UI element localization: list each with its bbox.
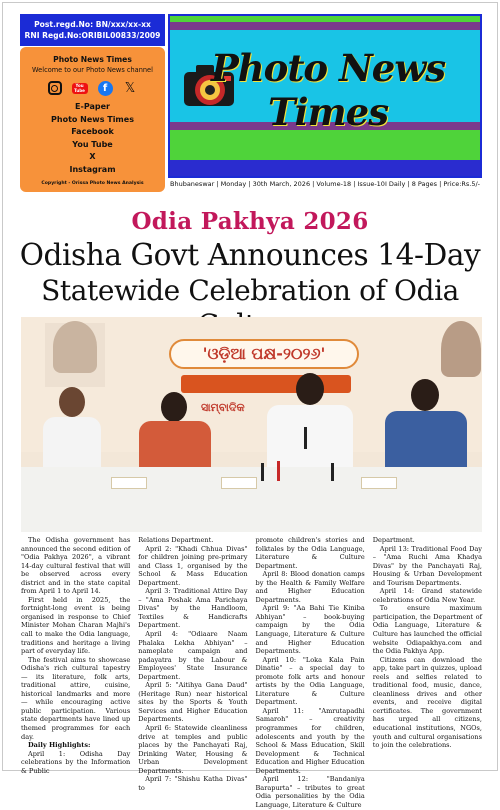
paragraph: First held in 2025, the fortnight-long event is being organised in response to Chief Minister Mohan Charan Majhi's call to make the Odia language, traditions and heritage a living part of everyday life.: [21, 595, 131, 656]
nameplate: [111, 477, 147, 489]
article-column-3: [255, 536, 365, 809]
paragraph: April 5: "Aitihya Gana Daud" (Heritage Run) near historical sites by the Sports & Youth Services and Higher Education Departments.: [138, 681, 248, 724]
social-icons: [20, 80, 165, 96]
masthead-title: Photo News Times: [210, 46, 446, 134]
link-photo-news-times[interactable]: Photo News Times: [51, 114, 134, 124]
link-x[interactable]: X: [89, 152, 96, 162]
paragraph: The Odisha government has announced the second edition of "Odia Pakhya 2026", a vibrant 14-day cultural festival that will be observed across every district and in the state capital from April 1 to April 14.: [21, 536, 131, 596]
event-sign-subtitle: ସାମ୍ବାଦିକ: [201, 401, 245, 414]
paragraph: April 12: "Bandaniya Barapurta" – tributes to great Odia personalities by the Odia Language, Literature & Culture: [255, 775, 365, 809]
paragraph: April 2: "Khadi Chhua Divas" for children joining pre-primary and Class 1, organised by the School & Mass Education Department.: [138, 544, 248, 587]
paragraph: April 6: Statewide cleanliness drive at temples and public places by the Panchayati Raj, Drinking Water, Housing & Urban Development Departments.: [138, 724, 248, 775]
nameplate: [361, 477, 397, 489]
paragraph: To ensure maximum participation, the Department of Odia Language, Literature & Culture has launched the official website Odiapakhya.com and the Odia Pakhya App.: [372, 604, 482, 656]
link-youtube[interactable]: You Tube: [72, 139, 113, 149]
kicker: Odia Pakhya 2026: [131, 208, 369, 235]
microphone: [261, 463, 264, 481]
social-box: [20, 47, 165, 192]
facebook-icon[interactable]: f: [98, 81, 113, 96]
paragraph: Relations Department.: [138, 536, 214, 544]
paragraph: Citizens can download the app, take part in quizzes, upload reels and selfies related to traditional food, music, dance, cleanliness drives and other events, and receive digital certificates. The government has urged all citizens, educational institutions, NGOs, youth and cultural organisations to join the celebrations.: [372, 655, 482, 750]
paragraph: April 4: "Odiaare Naam Phalaka Lekha Abhiyan" – nameplate campaign and padayatra by the Labour & Employees' State Insurance Department.: [138, 630, 248, 681]
link-instagram[interactable]: Instagram: [69, 164, 116, 174]
paragraph: April 11: "Amrutapadhi Samaroh" – creativity programmes for children, adolescents and youth by the School & Mass Education, Skill Development & Technical Education and Higher Education Departments.: [255, 706, 365, 775]
dateline: Bhubaneswar | Monday | 30th March, 2026 | Volume-18 | Issue-10I Daily | 8 Pages | Price:Rs.5/-: [170, 180, 481, 188]
x-icon[interactable]: 𝕏: [124, 80, 136, 96]
social-box-welcome: Welcome to our Photo News channel: [32, 66, 153, 74]
rni-registration: RNI Regd.No:ORIBIL00833/2009: [24, 31, 161, 40]
portrait-left: [53, 321, 97, 373]
article-body: [21, 536, 482, 809]
youtube-icon-label: You Tube: [74, 83, 85, 93]
banner-strip: [170, 160, 480, 176]
paragraph: April 8: Blood donation camps by the Health & Family Welfare and Higher Education Departments.: [255, 570, 365, 604]
postal-registration: Post.regd.No: BN/xxx/xx-xx: [34, 20, 151, 29]
social-box-title: Photo News Times: [53, 55, 132, 64]
copyright-note: Copyright - Orissa Photo News Analysis: [41, 180, 144, 186]
paragraph: April 10: "Loka Kala Pain Dinatie" – a special day to promote folk arts and honour artists by the Odia Language, Literature & Culture Department.: [255, 655, 365, 707]
microphone: [277, 461, 280, 481]
paragraph: The festival aims to showcase Odisha's rich cultural tapestry — its literature, folk arts, traditional attire, cuisine, historical landmarks and more — while encouraging active public participation. Various state departments have lined up themed programmes for each day.: [21, 655, 131, 741]
paragraph: Department.: [372, 536, 415, 544]
instagram-icon[interactable]: [48, 81, 62, 95]
paragraph: promote children's stories and folktales by the Odia Language, Literature & Culture Department.: [255, 536, 365, 570]
paragraph: April 7: "Shishu Katha Divas" to: [138, 775, 248, 792]
headline-line-1: Odisha Govt Announces 14-Day: [19, 238, 481, 272]
nameplate: [221, 477, 257, 489]
link-epaper[interactable]: E-Paper: [75, 102, 110, 111]
paragraph: April 9: "Aa Bahi Tie Kiniba Abhiyan" – book-buying campaign by the Odia Language, Literature & Culture and Higher Education Departments.: [255, 604, 365, 656]
paragraph: April 13: Traditional Food Day – "Ama Ruchi Ama Khadya Divas" by the Panchayati Raj, Housing & Urban Development and Tourism Departments.: [372, 544, 482, 587]
masthead-banner: [168, 14, 482, 178]
youtube-icon[interactable]: [72, 83, 88, 94]
paragraph: April 14: Grand statewide celebrations of Odia New Year.: [372, 587, 482, 604]
subheading: Daily Highlights:: [28, 741, 91, 750]
registration-box: [20, 14, 165, 46]
press-conference-photo: [21, 317, 482, 532]
article-column-1: [21, 536, 131, 775]
headline-line-2: Statewide Celebration of Odia: [41, 274, 459, 307]
event-sign: 'ଓଡ଼ିଆ ପକ୍ଷ-୨୦୨୬': [169, 339, 359, 369]
article-column-2: [138, 536, 248, 792]
portrait-right: [441, 321, 481, 377]
link-facebook[interactable]: Facebook: [71, 127, 114, 137]
article-column-4: [373, 536, 482, 764]
microphone: [331, 463, 334, 481]
paragraph: April 1: Odisha Day celebrations by the Information & Public: [21, 749, 131, 775]
event-date-banner: [181, 375, 351, 393]
social-links: [20, 101, 165, 177]
paragraph: April 3: Traditional Attire Day – "Ama Poshak Ama Parichaya Divas" by the Handloom, Textiles & Handicrafts Department.: [138, 587, 248, 630]
